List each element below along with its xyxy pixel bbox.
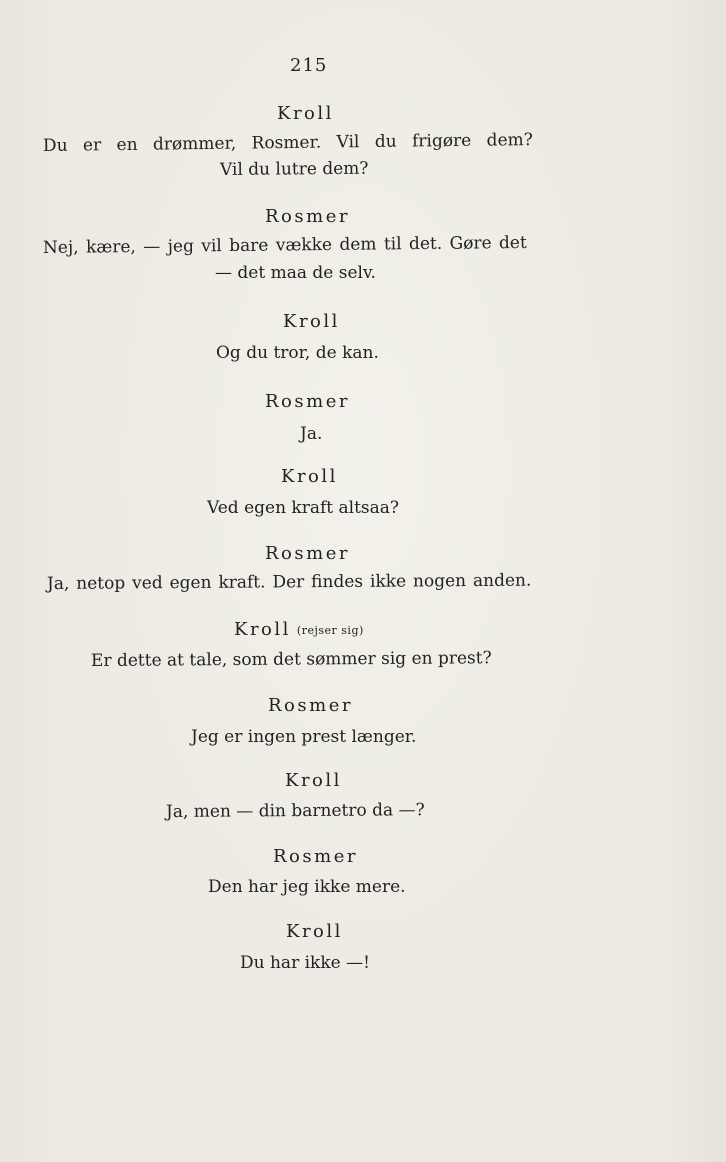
speaker-name: Kroll	[277, 103, 334, 124]
dialogue-line: Nej, kære, — jeg vil bare vække dem til det. Gøre det	[42, 232, 527, 258]
dialogue-line: Ja.	[300, 424, 323, 444]
speaker-name: Kroll	[281, 466, 338, 487]
speaker-with-direction	[234, 620, 364, 641]
speaker-name: Rosmer	[273, 846, 358, 867]
dialogue-line: Er dette at tale, som det sømmer sig en prest?	[90, 648, 492, 671]
speaker-name: Kroll	[286, 921, 343, 942]
dialogue-line: Du har ikke —!	[240, 953, 370, 973]
speaker-name: Rosmer	[265, 206, 350, 227]
speaker-name: Kroll	[283, 311, 340, 332]
page-number: 215	[290, 55, 328, 76]
speaker-name: Rosmer	[268, 695, 353, 716]
dialogue-line: Vil du lutre dem?	[219, 158, 369, 180]
dialogue-line: Og du tror, de kan.	[216, 343, 379, 363]
dialogue-line: Ved egen kraft altsaa?	[207, 498, 400, 518]
dialogue-line: Du er en drømmer, Rosmer. Vil du frigøre dem?	[42, 130, 533, 156]
dialogue-line: Jeg er ingen prest længer.	[191, 727, 417, 747]
dialogue-line: Ja, men — din barnetro da —?	[165, 800, 425, 822]
speaker-name: Rosmer	[265, 391, 350, 412]
dialogue-line: Den har jeg ikke mere.	[208, 877, 406, 897]
dialogue-line: Ja, netop ved egen kraft. Der findes ikke nogen anden.	[46, 570, 532, 594]
dialogue-line: — det maa de selv.	[215, 263, 376, 283]
speaker-name: Kroll	[234, 619, 291, 640]
speaker-name: Rosmer	[265, 543, 350, 564]
stage-direction: (rejser sig)	[296, 624, 364, 637]
speaker-name: Kroll	[285, 770, 342, 791]
